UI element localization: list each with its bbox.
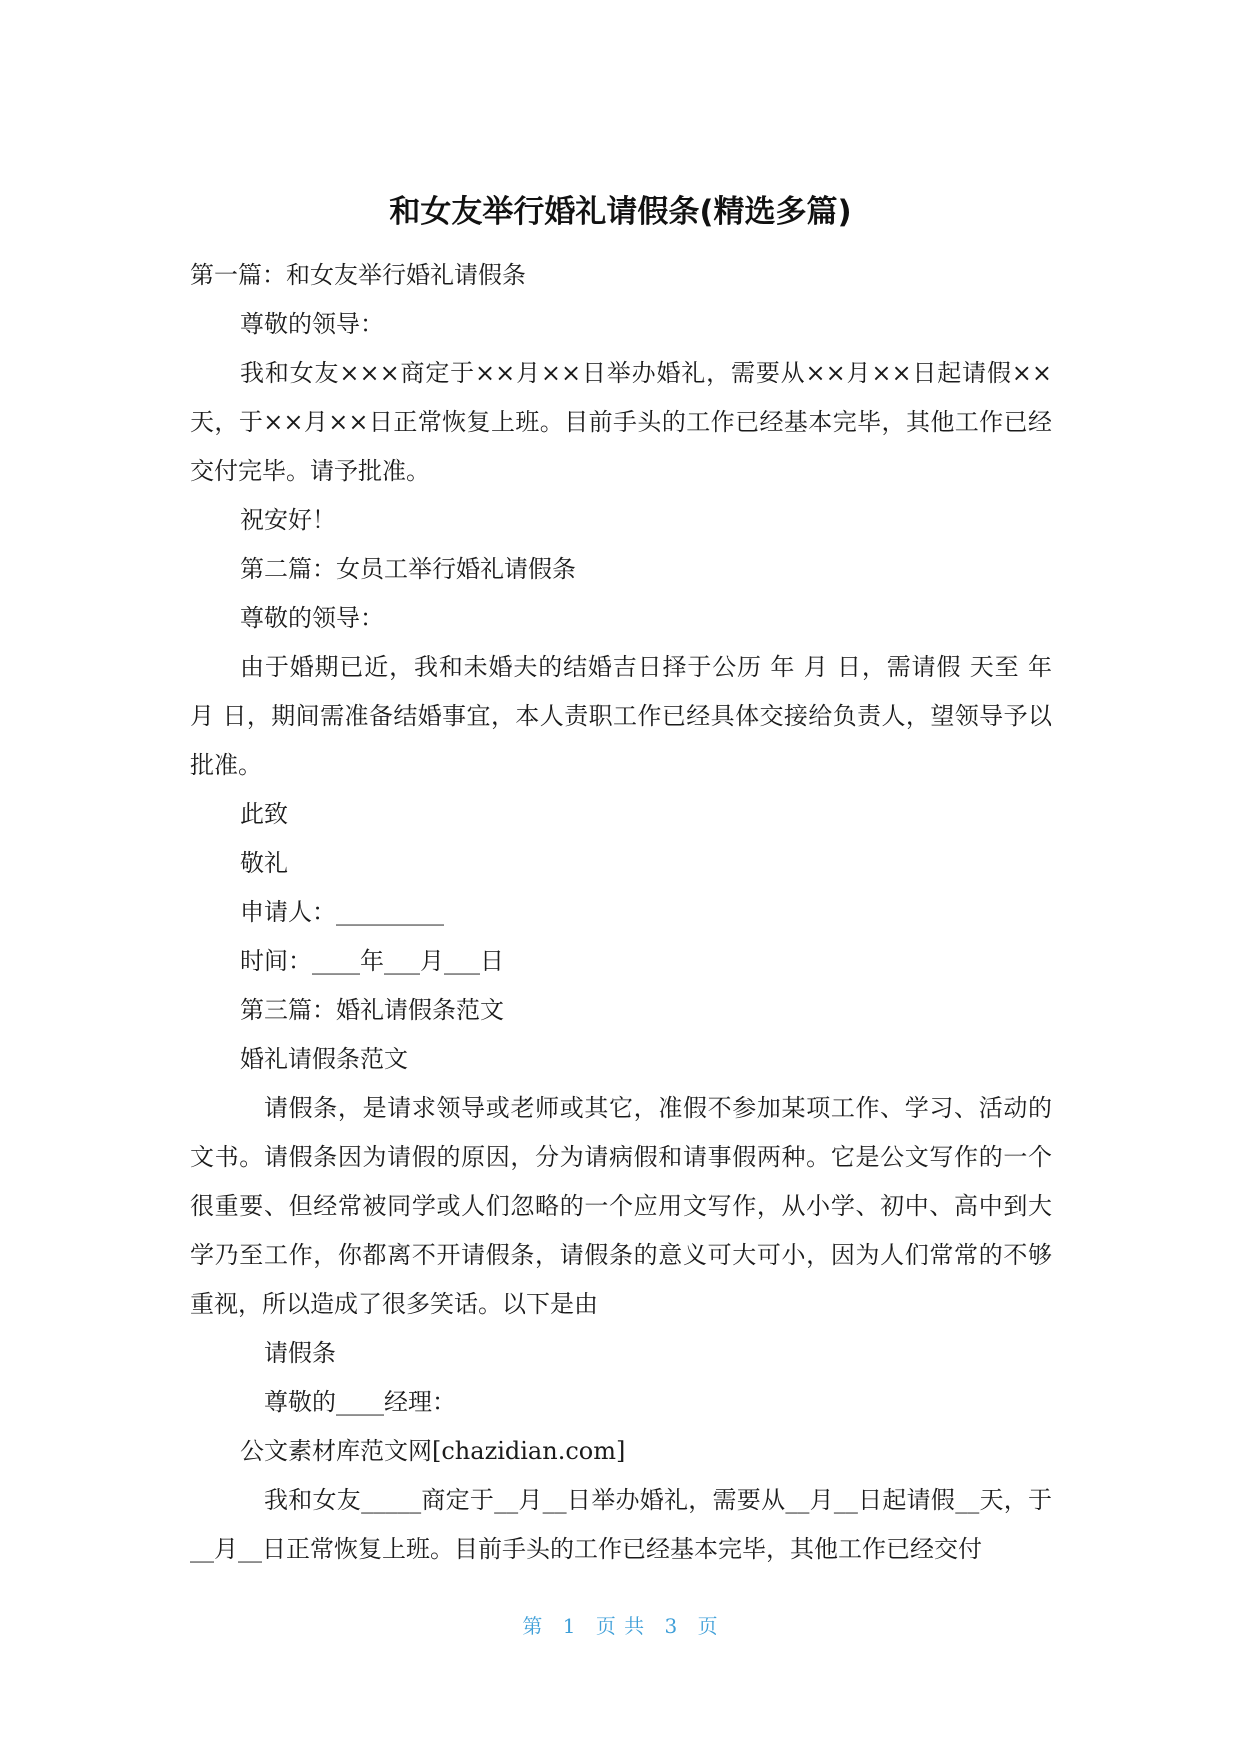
applicant-line: 申请人：_________: [240, 898, 444, 926]
salutation: 尊敬的领导：: [240, 604, 384, 632]
footer-current-page: 1: [562, 1614, 577, 1638]
document-title: 和女友举行婚礼请假条(精选多篇): [389, 194, 852, 230]
salutation: 尊敬的领导：: [240, 310, 384, 338]
subheading: 请假条: [264, 1339, 336, 1367]
footer-page-suffix: 页: [697, 1614, 719, 1638]
body-paragraph: 由于婚期已近，我和未婚夫的结婚吉日择于公历 年 月 日，需请假 天至 年 月 日，期间需准备结婚事宜，本人责职工作已经具体交接给负责人，望领导予以批准。: [190, 653, 1052, 779]
section-heading-3: 第三篇：婚礼请假条范文: [240, 996, 504, 1024]
footer-page-word: 第: [522, 1614, 544, 1638]
closing-greeting: 祝安好！: [240, 506, 336, 534]
document-body: [190, 251, 1052, 1574]
salutation: 尊敬的____经理：: [264, 1388, 456, 1416]
section-heading-1: 第一篇：和女友举行婚礼请假条: [190, 261, 526, 289]
source-line: 公文素材库范文网[chazidian.com]: [240, 1437, 626, 1465]
body-paragraph: 我和女友×××商定于××月××日举办婚礼，需要从××月××日起请假××天，于××月××日正常恢复上班。目前手头的工作已经基本完毕，其他工作已经交付完毕。请予批准。: [190, 359, 1052, 485]
closing-line: 敬礼: [240, 849, 288, 877]
section-heading-2: 第二篇：女员工举行婚礼请假条: [240, 555, 576, 583]
footer-total-prefix: 页 共: [595, 1614, 646, 1638]
subheading: 婚礼请假条范文: [240, 1045, 408, 1073]
date-line: 时间：____年___月___日: [240, 947, 504, 975]
page-footer: [0, 1612, 1241, 1640]
body-paragraph: 请假条，是请求领导或老师或其它，准假不参加某项工作、学习、活动的文书。请假条因为请假的原因，分为请病假和请事假两种。它是公文写作的一个很重要、但经常被同学或人们忽略的一个应用文写作，从小学、初中、高中到大学乃至工作，你都离不开请假条，请假条的意义可大可小，因为人们常常的不够重视，所以造成了很多笑话。以下是由: [190, 1094, 1052, 1318]
footer-total-pages: 3: [664, 1614, 679, 1638]
closing-line: 此致: [240, 800, 288, 828]
body-paragraph: 我和女友_____商定于__月__日举办婚礼，需要从__月__日起请假__天，于__月__日正常恢复上班。目前手头的工作已经基本完毕，其他工作已经交付: [190, 1486, 1052, 1563]
